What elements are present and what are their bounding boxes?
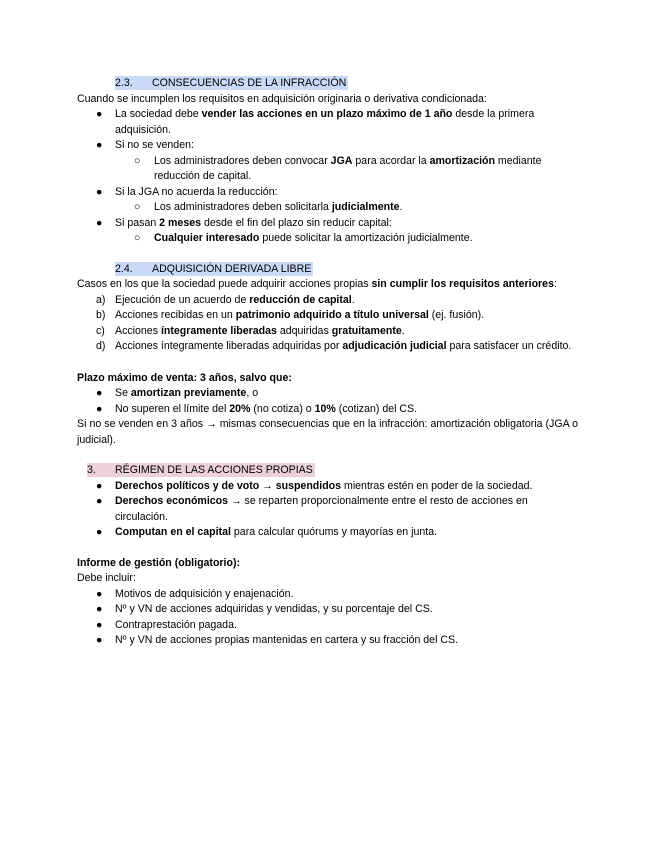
informe-list (77, 587, 578, 649)
list-item: ● Si no se venden: ○ Los administradores deben convocar JGA para acordar la amortización mediante reducción de capital. (77, 138, 578, 185)
list-item: ● Nº y VN de acciones propias mantenidas en cartera y su fracción del CS. (77, 633, 578, 649)
spacer (77, 247, 578, 262)
list-item: ● Contraprestación pagada. (77, 618, 578, 634)
list-item: ● Se amortizan previamente, o (77, 386, 578, 402)
heading-highlight (115, 76, 348, 90)
section-intro: Cuando se incumplen los requisitos en adquisición originaria o derivativa condicionada: (77, 92, 487, 105)
bullet-icon: ● (96, 587, 103, 600)
heading-highlight (87, 463, 315, 477)
list-item: ● Computan en el capital para calcular quórums y mayorías en junta. (77, 525, 578, 541)
heading-highlight (115, 262, 313, 276)
sub-list (115, 200, 578, 216)
bullet-icon: ● (96, 495, 103, 507)
bullet-icon: ● (96, 216, 103, 229)
bullet-icon: ● (96, 139, 103, 151)
list-item: ● Derechos económicos → se reparten proporcionalmente entre el resto de acciones en circulación. (96, 495, 528, 523)
bullet-icon: ● (96, 108, 103, 120)
bullet-icon: ● (96, 526, 103, 538)
document-content (77, 76, 578, 649)
bullet-icon: ● (96, 185, 103, 198)
circle-bullet-icon: ○ (134, 232, 141, 244)
bullet-icon: ● (96, 618, 103, 631)
spacer (77, 355, 578, 371)
bullet-icon: ● (96, 634, 103, 646)
spacer (77, 448, 578, 463)
bullet-icon: ● (96, 479, 103, 492)
section-title: RÉGIMEN DE LAS ACCIONES PROPIAS (115, 464, 313, 476)
consequences-list (77, 107, 578, 247)
list-item: ● No superen el límite del 20% (no cotiza) o 10% (cotizan) del CS. (77, 402, 578, 418)
spacer (77, 541, 578, 556)
list-marker: c) (96, 324, 105, 337)
bullet-icon: ● (96, 402, 103, 415)
list-marker: b) (96, 309, 106, 321)
plazo-list (77, 386, 578, 417)
bullet-icon: ● (96, 603, 103, 615)
section-number: 2.4. (115, 262, 133, 275)
section-number: 2.3. (115, 77, 133, 89)
section-heading-2-3 (77, 76, 578, 92)
list-marker: a) (96, 293, 106, 306)
list-item: ● Motivos de adquisición y enajenación. (77, 587, 578, 603)
list-item: ● Nº y VN de acciones adquiridas y vendidas, y su porcentaje del CS. (77, 602, 578, 618)
section-title: CONSECUENCIAS DE LA INFRACCIÓN (152, 77, 347, 89)
sub-list-item: ○ Los administradores deben convocar JGA para acordar la amortización mediante reducción de capital. (134, 154, 542, 182)
sub-list-item: ○ Cualquier interesado puede solicitar la amortización judicialmente. (77, 231, 578, 247)
section-heading-3 (77, 463, 578, 479)
sub-list (115, 231, 578, 247)
section-intro: Casos en los que la sociedad puede adquirir acciones propias sin cumplir los requisitos anteriores: (77, 278, 557, 290)
circle-bullet-icon: ○ (134, 154, 141, 167)
informe-intro: Debe incluir: (77, 572, 136, 584)
sub-list (115, 154, 578, 185)
list-item: ● La sociedad debe vender las acciones en un plazo máximo de 1 año desde la primera adquisición. (96, 108, 535, 136)
sub-list-item: ○ Los administradores deben solicitarla judicialmente. (77, 200, 578, 216)
section-number: 3. (87, 464, 96, 476)
list-item: c) Acciones íntegramente liberadas adquiridas gratuitamente. (77, 324, 578, 340)
cases-list (77, 293, 578, 355)
list-item: a) Ejecución de un acuerdo de reducción de capital. (77, 293, 578, 309)
list-item: ● Derechos políticos y de voto → suspendidos mientras estén en poder de la sociedad. (77, 479, 578, 495)
bullet-icon: ● (96, 387, 103, 399)
list-item: ● Si la JGA no acuerda la reducción: ○ Los administradores deben solicitarla judicialmente. (77, 185, 578, 216)
list-item: ● Si pasan 2 meses desde el fin del plazo sin reducir capital: ○ Cualquier interesado puede solicitar la amortización judicialmente. (77, 216, 578, 247)
list-item: b) Acciones recibidas en un patrimonio adquirido a título universal (ej. fusión). (77, 308, 578, 324)
list-marker: d) (96, 340, 106, 352)
informe-title: Informe de gestión (obligatorio): (77, 556, 241, 569)
closing-paragraph: Si no se venden en 3 años → mismas consecuencias que en la infracción: amortización obligatoria (JGA o judicial). (77, 418, 578, 446)
regimen-list (77, 479, 578, 541)
plazo-title: Plazo máximo de venta: 3 años, salvo que: (77, 371, 292, 384)
list-item: d) Acciones íntegramente liberadas adquiridas por adjudicación judicial para satisfacer un crédito. (77, 339, 578, 355)
section-heading-2-4 (77, 262, 578, 278)
section-title: ADQUISICIÓN DERIVADA LIBRE (152, 262, 312, 275)
circle-bullet-icon: ○ (134, 201, 141, 213)
